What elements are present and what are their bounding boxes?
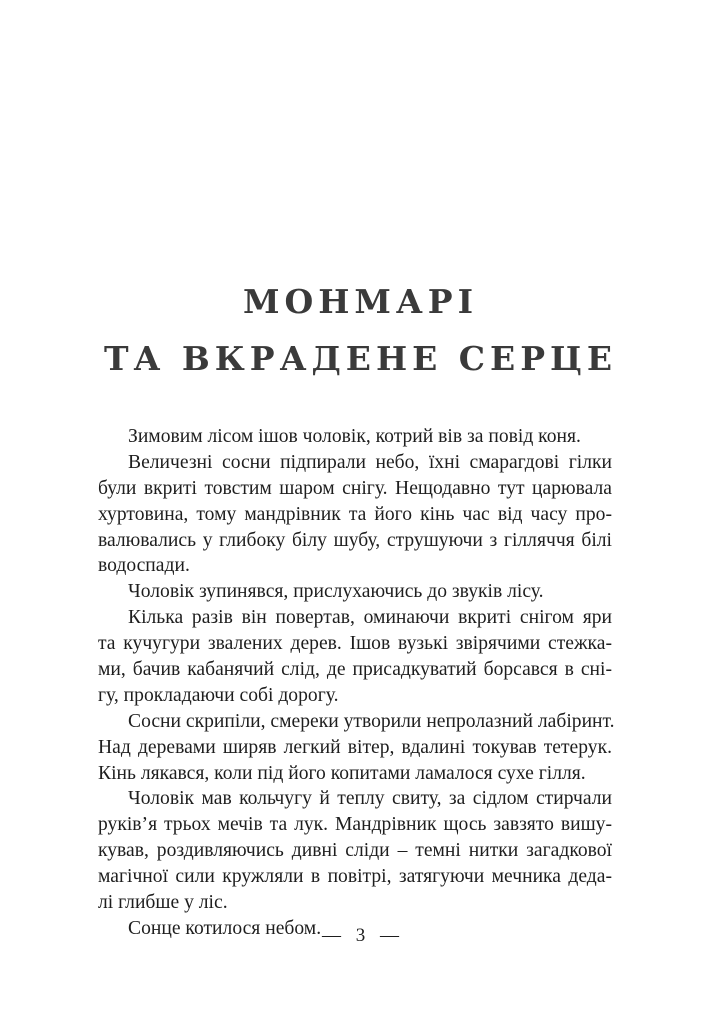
text-line: кував, роздивляючись дивні сліди – темні нитки загадкової bbox=[98, 840, 612, 862]
text-line: водоспади. bbox=[98, 555, 190, 577]
text-line: хуртовина, тому мандрівник та його кінь час від часу про- bbox=[98, 503, 612, 525]
text-line: гу, прокладаючи собі дорогу. bbox=[98, 684, 339, 706]
text-line: Зимовим лісом ішов чоловік, котрий вів за повід коня. bbox=[128, 426, 581, 447]
text-line: лі глибше у ліс. bbox=[98, 892, 228, 914]
text-line: Чоловік мав кольчугу й теплу свиту, за сідлом стирчали bbox=[128, 788, 612, 810]
text-line: руків’я трьох мечів та лук. Мандрівник щось завзято вишу- bbox=[98, 814, 612, 836]
text-line: Кінь лякався, коли під його копитами ламалося сухе гілля. bbox=[98, 762, 586, 784]
text-line: Сосни скрипіли, смереки утворили непролазний лабіринт. bbox=[128, 710, 615, 732]
text-line: Сонце котилося небом. bbox=[128, 917, 322, 939]
text-line: Над деревами ширяв легкий вітер, вдалині токував тетерук. bbox=[98, 736, 612, 758]
text-line: ми, бачив кабанячий слід, де присадкуватий борсався в сні- bbox=[98, 659, 612, 681]
page-number-footer bbox=[0, 925, 721, 947]
text-line: та кучугури звалених дерев. Ішов вузькі звірячими стежка- bbox=[98, 633, 612, 655]
text-line: Чоловік зупинявся, прислухаючись до звуків лісу. bbox=[128, 581, 544, 603]
footer-dash-right: — bbox=[380, 925, 399, 946]
chapter-body bbox=[98, 424, 615, 942]
text-line: валювались у глибоку білу шубу, струшуючи з гілляччя білі bbox=[98, 529, 612, 551]
chapter-title-line-2: ТА ВКРАДЕНЕ СЕРЦЕ bbox=[103, 339, 618, 378]
page-number: 3 bbox=[355, 925, 366, 946]
text-line: були вкриті товстим шаром снігу. Нещодавно тут царювала bbox=[98, 477, 612, 499]
footer-dash-left: — bbox=[322, 925, 341, 946]
text-line: магічної сили кружляли в повітрі, затягуючи мечника деда- bbox=[98, 866, 612, 888]
text-line: Величезні сосни підпирали небо, їхні смарагдові гілки bbox=[128, 451, 612, 473]
text-line: Кілька разів він повертав, оминаючи вкриті снігом яри bbox=[128, 607, 612, 629]
chapter-title-line-1: МОНМАРІ bbox=[242, 282, 479, 321]
